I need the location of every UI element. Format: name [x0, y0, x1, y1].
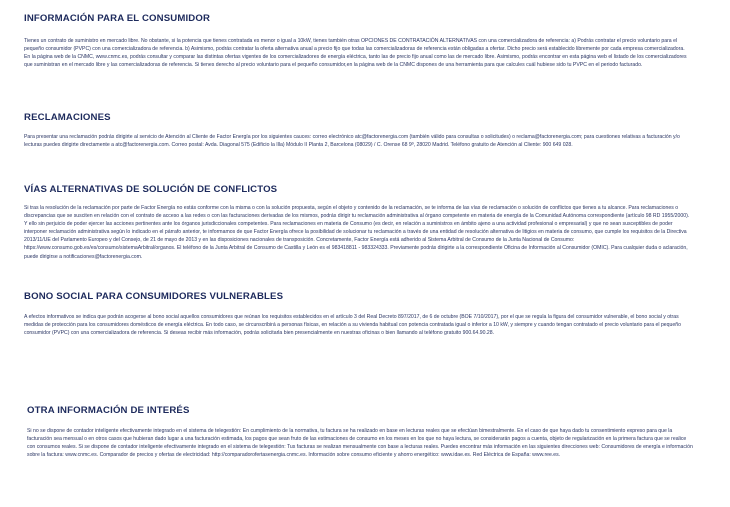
section-title: BONO SOCIAL PARA CONSUMIDORES VULNERABLES: [24, 291, 284, 302]
section-alternative-dispute-resolution: [24, 184, 692, 261]
section-complaints: [24, 112, 692, 149]
section-title: OTRA INFORMACIÓN DE INTERÉS: [27, 405, 190, 416]
section-body: A efectos informativos se indica que podrán acogerse al bono social aquellos consumidores que reúnan los requisitos establecidos en el artículo 3 del Real Decreto 897/2017, de 6 de octubre (BOE 7/10/2017), por el que se regula la figura del consumidor vulnerable, el bono social y otras medidas de protección para los consumidores domésticos de energía eléctrica. En todo caso, se circunscribirá a personas físicas, en relación a su vivienda habitual con potencia contratada igual o inferior a 10 kW, y siempre y cuando tengan contratado el precio voluntario para el pequeño consumidor (PVPC) con una comercializadora de referencia. Si deseas recibir más información, podrás solicitarla bien presencialmente en nuestras oficinas o bien llamando al teléfono gratuito 900.64.90.28.: [24, 314, 681, 337]
section-body: Si tras la resolución de la reclamación por parte de Factor Energía no estás conforme con la misma o con la solución propuesta, según el objeto y contenido de la reclamación, se te informa de las vías de reclamación o solución de conflictos que tienes a tu alcance. Para reclamaciones o discrepancias que se susciten en relación con el contrato de acceso a las redes o con las facturaciones derivadas de los mismos, podrás dirigir tu reclamación administrativa al órgano competente en materia de energía de la Comunidad Autónoma correspondiente (artículo 98 RD 1955/2000). Y ello sin perjuicio de poder ejercer las acciones pertinentes ante los órganos jurisdiccionales competentes. Para reclamaciones en materia de Consumo (es decir, en relación a suministros en ámbito ajeno a una actividad profesional o empresarial) y que no sean susceptibles de poder interponer reclamación administrativa según lo indicado en el párrafo anterior, te informamos de que Factor Energía ofrece la posibilidad de solucionar tu reclamación a través de una entidad de resolución alternativa de litigios en materia de consumo, que cumple los requisitos de la Directiva 2013/11/UE del Parlamento Europeo y del Consejo, de 21 de mayo de 2013 y en las disposiciones nacionales de transposición. Concretamente, Factor Energía está adherido al Sistema Arbitral de Consumo de la Junta Nacional de Consumo: https://www.consumo.gob.es/es/consumo/sistemaArbitral/organos. El teléfono de la Junta Arbitral de Consumo de Castilla y León es el 983418811 - 983324333. Previamente podrás dirigirte a la correspondiente Oficina de Información al Consumidor (OMIC). Para cualquier duda o aclaración, puede dirigirse a notificaciones@factorenergia.com.: [24, 205, 690, 260]
section-other-information: [27, 405, 695, 459]
section-consumer-information: [24, 13, 692, 69]
section-social-bonus: [24, 291, 692, 337]
section-title: VÍAS ALTERNATIVAS DE SOLUCIÓN DE CONFLICTOS: [24, 184, 278, 195]
section-body: Para presentar una reclamación podrás dirigirte al servicio de Atención al Cliente de Factor Energía por los siguientes cauces: correo electrónico atc@factorenergia.com (también válido para consultas o solicitudes) o reclama@factorenergia.com; para cuestiones relativas a facturación y/o lecturas puedes dirigirte directamente a atc@factorenergia.com. Correo postal: Avda. Diagonal 575 (Edificio la Illa) Módulo II Planta 2, Barcelona (08029) / C. Orense 68 9º, 28020 Madrid. Teléfono gratuito de Atención al Cliente: 900 649 028.: [24, 134, 680, 149]
section-body: Tienes un contrato de suministro en mercado libre. No obstante, si la potencia que tienes contratada es menor o igual a 10kW, tienes también otras OPCIONES DE CONTRATACIÓN ALTERNATIVAS con una comercializadora de referencia: a) Podrás contratar el precio voluntario para el pequeño consumidor (PVPC) con una comercializadora de referencia. b) Asimismo, podrás contratar la oferta alternativa anual a precio fijo que todas las comercializadoras de referencia están obligadas a ofertar. Dicho precio será establecido libremente por cada empresa comercializadora. En la página web de la CNMC, www.cnmc.es, podrás consultar y comparar las distintas ofertas vigentes de los comercializadores de energía eléctrica, tanto las de precio fijo anual como las de mercado libre. Asimismo, podrás encontrar en esta página web el listado de los comercializadores que suministran en el mercado libre y las comercializadoras de referencia. Si tienes derecho al precio voluntario para el pequeño consumidor,en la página web de la CNMC dispones de una herramienta para que calcules cuál hubiese sido tu PVPC en el periodo facturado.: [24, 38, 687, 69]
section-title: INFORMACIÓN PARA EL CONSUMIDOR: [24, 13, 211, 24]
section-body: Si no se dispone de contador inteligente efectivamente integrado en el sistema de telegestión: En cumplimiento de la normativa, tu factura se ha realizado en base en lecturas reales que se efectúan bimestralmente. En el caso de que haya dado tu consentimiento expreso para que la facturación sea mensual o en otros casos que hubieran dado lugar a una facturación estimada, los pagos que sean fruto de las estimaciones de consumo en los meses en los que no haya lectura, se considerarán pagos a cuenta, objeto de regularización en la primera factura que se realice con consumos reales. Si se dispone de contador inteligente efectivamente integrado en el sistema de telegestión: Tus facturas se realizan mensualmente con base a lecturas reales. Puedes encontrar más información en las siguientes direcciones web: Consumidores de energía e información sobre la factura: www.cnmc.es. Comparador de precios y ofertas de electricidad: http://comparadorofertasenergia.cnmc.es. Información sobre consumo eficiente y ahorro energético: www.idae.es. Red Eléctrica de España: www.ree.es.: [27, 428, 693, 459]
section-title: RECLAMACIONES: [24, 112, 111, 123]
